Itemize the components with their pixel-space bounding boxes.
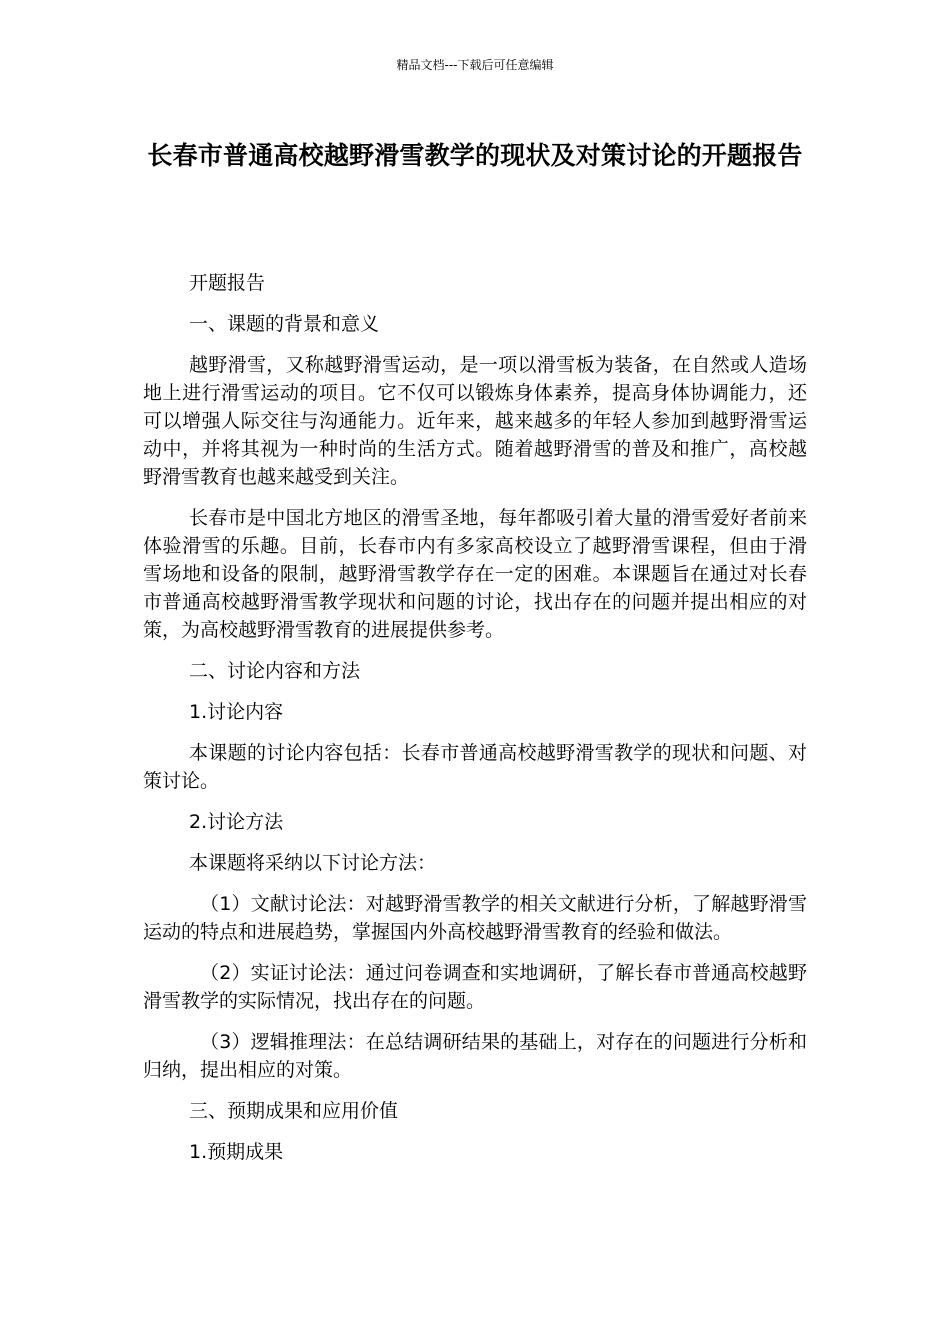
paragraph-background-1: 越野滑雪，又称越野滑雪运动，是一项以滑雪板为装备，在自然或人造场地上进行滑雪运动的项目。它不仅可以锻炼身体素养，提高身体协调能力，还可以增强人际交往与沟通能力。近年来，越来越多的年轻人参加到越野滑雪运动中，并将其视为一种时尚的生活方式。随着越野滑雪的普及和推广，高校越野滑雪教育也越来越受到关注。	[143, 354, 807, 488]
section-heading-content-methods: 二、讨论内容和方法	[189, 660, 361, 682]
document-body	[143, 269, 807, 1179]
section-heading-background: 一、课题的背景和意义	[189, 313, 380, 335]
method-item-empirical: （2）实证讨论法：通过问卷调查和实地调研，了解长春市普通高校越野滑雪教学的实际情况，找出存在的问题。	[143, 962, 807, 1012]
section-heading-expected-results: 三、预期成果和应用价值	[189, 1100, 399, 1122]
subheading-expected-results: 1.预期成果	[189, 1141, 284, 1163]
document-title: 长春市普通高校越野滑雪教学的现状及对策讨论的开题报告	[147, 141, 803, 170]
section-label-opening-report: 开题报告	[189, 272, 266, 294]
page-header: 精品文档---下载后可任意编辑	[396, 58, 554, 72]
paragraph-methods-intro: 本课题将采纳以下讨论方法：	[189, 852, 437, 874]
paragraph-background-2: 长春市是中国北方地区的滑雪圣地，每年都吸引着大量的滑雪爱好者前来体验滑雪的乐趣。目前，长春市内有多家高校设立了越野滑雪课程，但由于滑雪场地和设备的限制，越野滑雪教学存在一定的困难。本课题旨在通过对长春市普通高校越野滑雪教学现状和问题的讨论，找出存在的问题并提出相应的对策，为高校越野滑雪教育的进展提供参考。	[143, 507, 807, 641]
method-item-literature: （1）文献讨论法：对越野滑雪教学的相关文献进行分析，了解越野滑雪运动的特点和进展趋势，掌握国内外高校越野滑雪教育的经验和做法。	[143, 893, 807, 943]
method-item-logical: （3）逻辑推理法：在总结调研结果的基础上，对存在的问题进行分析和归纳，提出相应的对策。	[143, 1031, 807, 1081]
subheading-content: 1.讨论内容	[189, 701, 284, 723]
subheading-methods: 2.讨论方法	[189, 811, 284, 833]
paragraph-content: 本课题的讨论内容包括：长春市普通高校越野滑雪教学的现状和问题、对策讨论。	[143, 742, 807, 792]
